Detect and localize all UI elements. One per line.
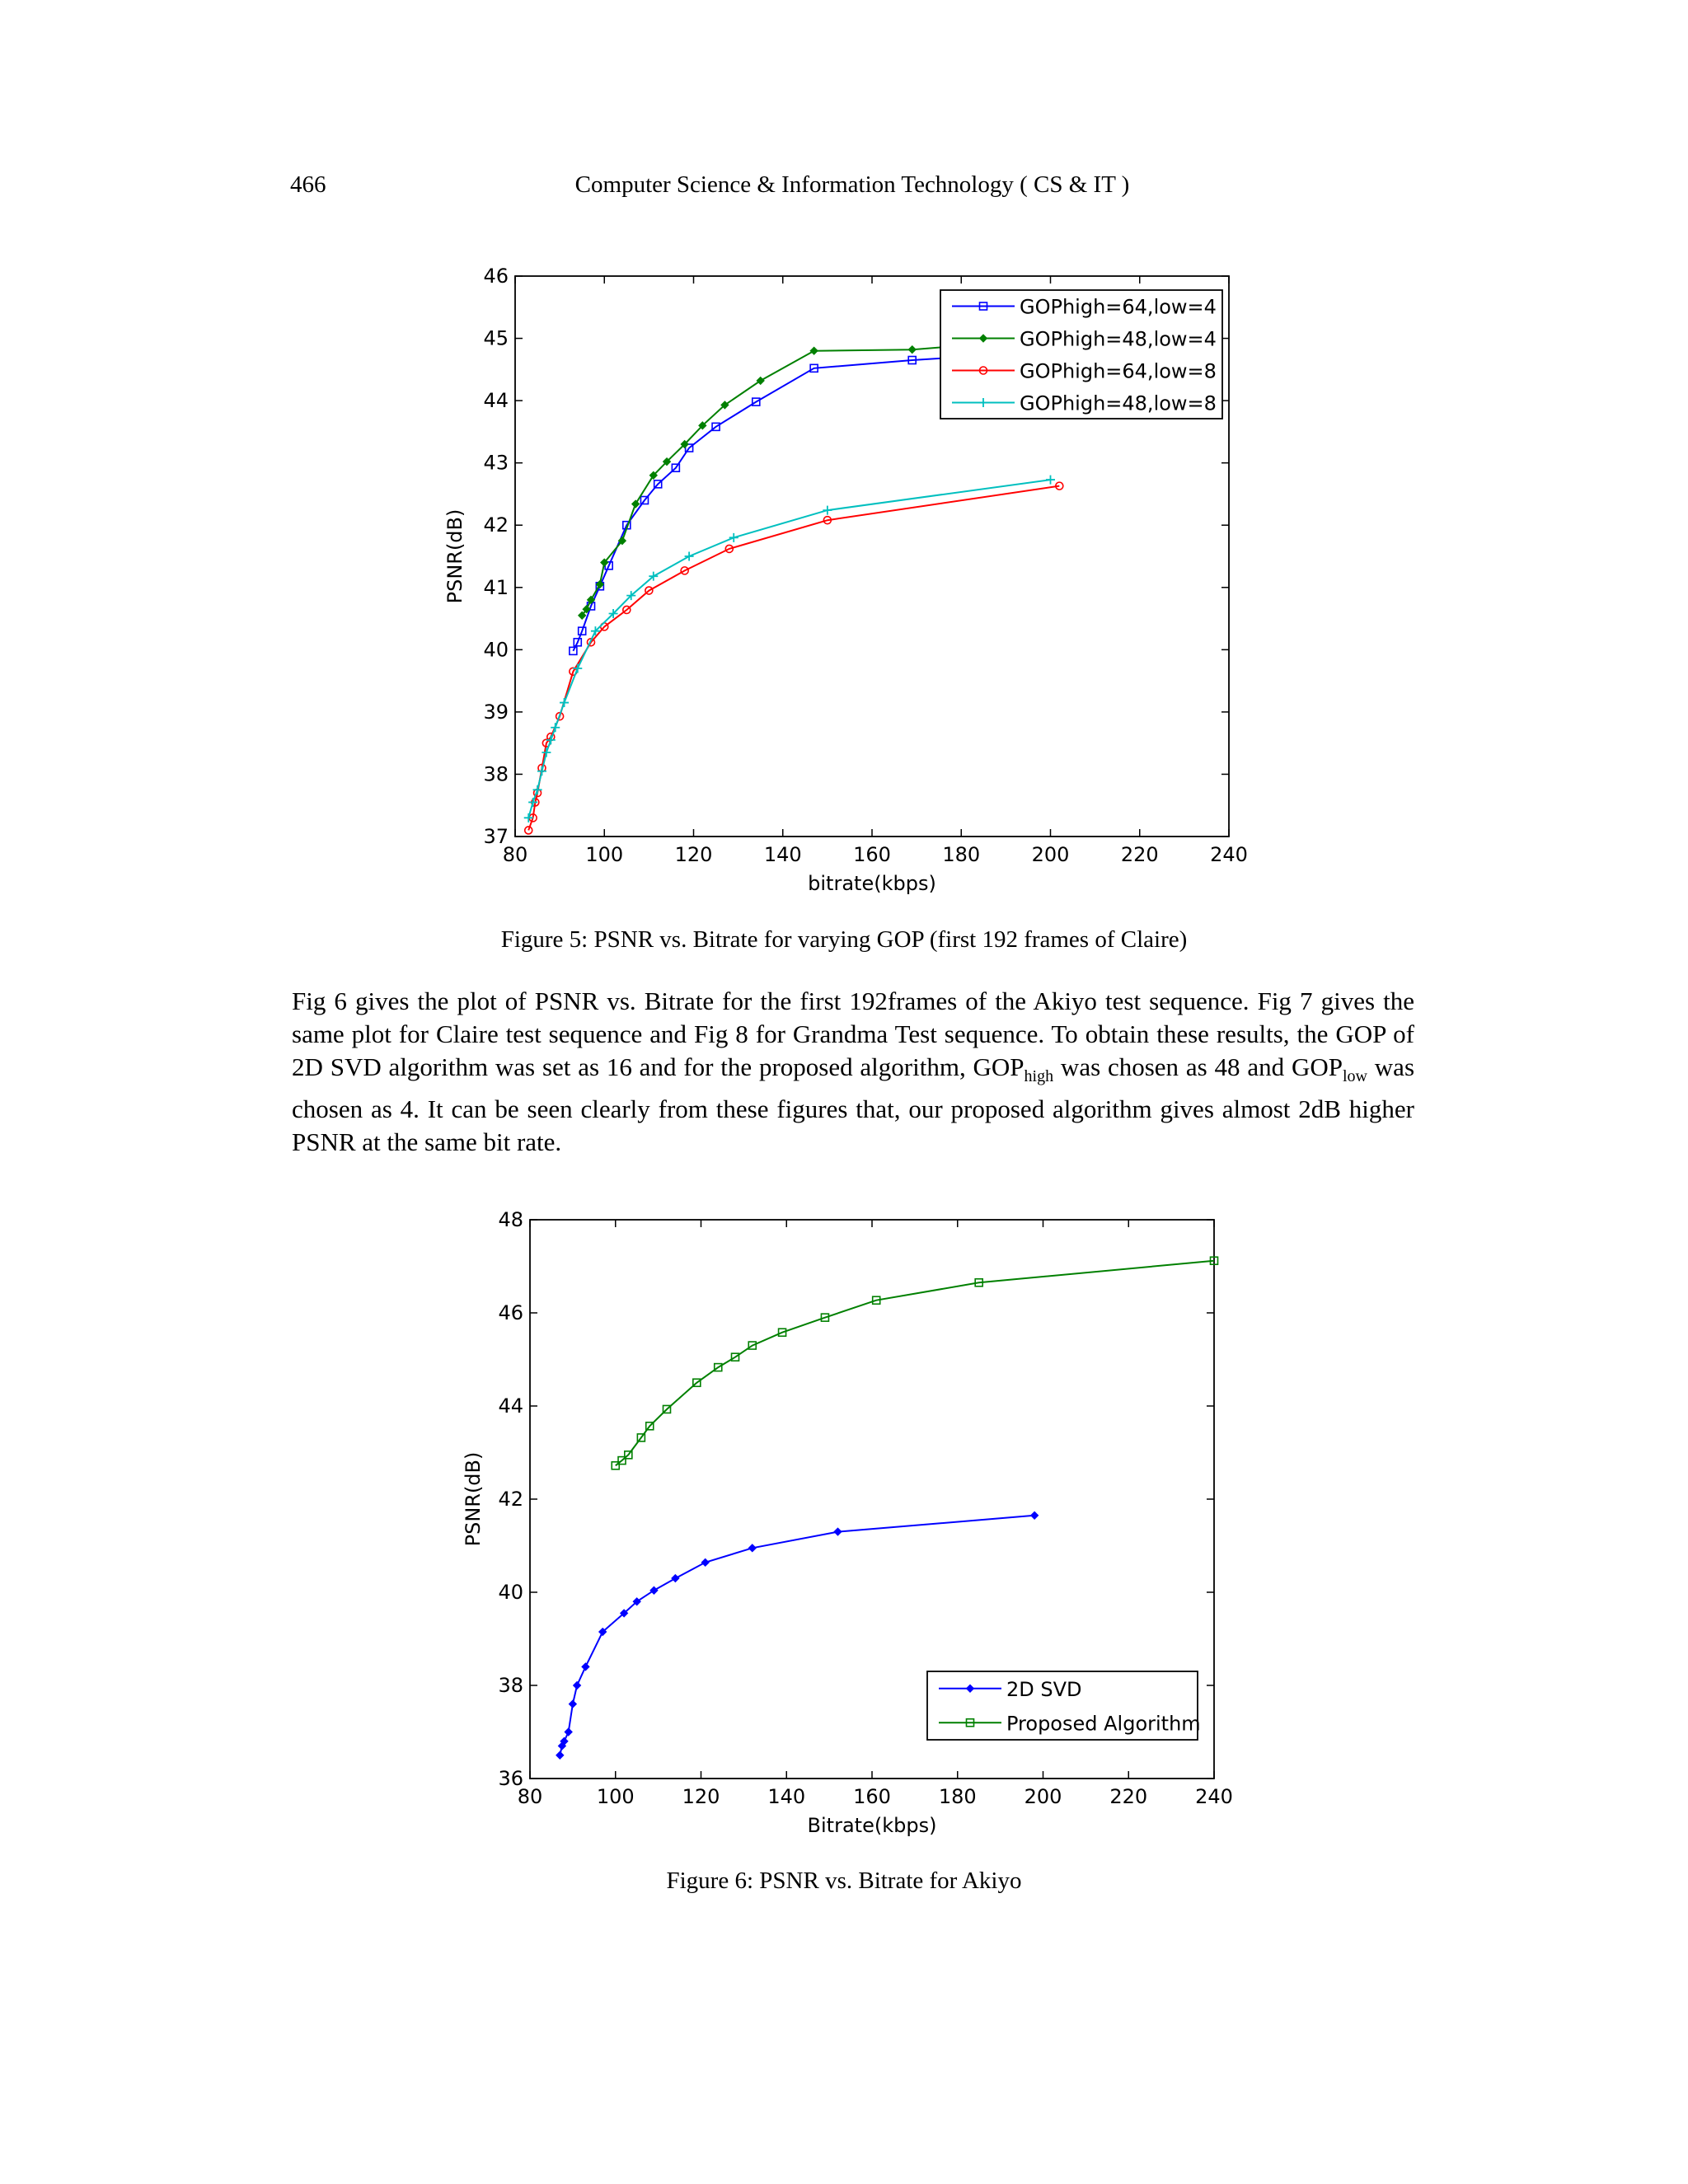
x-tick-label: 220 [1109,1785,1148,1808]
subscript-high: high [1024,1067,1054,1086]
legend-label: GOPhigh=48,low=8 [1020,391,1217,415]
legend-label: GOPhigh=64,low=8 [1020,359,1217,383]
x-tick-label: 180 [938,1785,977,1808]
y-tick-label: 41 [483,575,509,599]
y-tick-label: 37 [483,825,509,848]
figure-6-caption: Figure 6: PSNR vs. Bitrate for Akiyo [666,1868,1022,1894]
y-tick-label: 38 [483,762,509,786]
paragraph-text-1: Fig 6 gives the plot of PSNR vs. Bitrate for the first 192frames of the Akiyo test sequence. Fig 7 gives the same plot for Claire test sequence and Fig 8 for Grandma Test sequence. To obtain these results, the GOP of 2D SVD algorithm was set as 16 and for the proposed algorithm, GOP [292,987,1414,1081]
x-tick-label: 240 [1195,1785,1233,1808]
y-tick-label: 36 [498,1767,523,1790]
x-tick-label: 160 [853,843,891,866]
y-axis-label: PSNR(dB) [443,509,467,604]
y-tick-label: 46 [498,1301,523,1324]
legend-label: 2D SVD [1006,1677,1082,1701]
x-tick-label: 120 [674,843,713,866]
y-tick-label: 45 [483,326,509,350]
y-tick-label: 40 [483,638,509,662]
figure-5-chart [0,255,1688,907]
x-tick-label: 200 [1024,1785,1062,1808]
paragraph-text-3: was chosen as 4. It can be seen clearly from these figures that, our proposed algorithm gives almost 2dB higher PSNR at the same bit rate. [292,1052,1415,1157]
body-paragraph [292,985,1414,1159]
x-tick-label: 80 [517,1785,543,1808]
y-tick-label: 39 [483,700,509,724]
x-axis-label: Bitrate(kbps) [807,1814,937,1837]
figure-6 [0,1199,1688,1858]
page-number: 466 [290,171,326,198]
figure-6-chart [0,1199,1688,1858]
subscript-low: low [1342,1067,1367,1086]
y-tick-label: 42 [498,1488,523,1511]
page-header [290,171,1414,208]
x-tick-label: 220 [1120,843,1159,866]
y-tick-label: 43 [483,451,509,475]
y-tick-label: 48 [498,1208,523,1231]
journal-title: Computer Science & Information Technology ( CS & IT ) [574,171,1130,198]
figure-5 [0,255,1688,907]
x-tick-label: 160 [853,1785,891,1808]
y-tick-label: 44 [483,389,509,413]
x-tick-label: 180 [942,843,981,866]
x-tick-label: 120 [682,1785,720,1808]
x-tick-label: 80 [502,843,528,866]
legend-label: GOPhigh=64,low=4 [1020,295,1217,319]
legend [940,290,1222,419]
x-axis-label: bitrate(kbps) [808,872,936,895]
x-tick-label: 100 [596,1785,635,1808]
legend [927,1671,1201,1740]
y-tick-label: 46 [483,265,509,288]
y-tick-label: 38 [498,1674,523,1697]
x-tick-label: 140 [767,1785,806,1808]
legend-label: Proposed Algorithm [1006,1712,1201,1736]
y-tick-label: 42 [483,513,509,537]
legend-label: GOPhigh=48,low=4 [1020,327,1217,351]
y-axis-label: PSNR(dB) [462,1451,485,1547]
figure-5-caption: Figure 5: PSNR vs. Bitrate for varying GOP (first 192 frames of Claire) [500,926,1188,953]
y-tick-label: 40 [498,1581,523,1604]
y-tick-label: 44 [498,1394,523,1418]
x-tick-label: 200 [1031,843,1070,866]
x-tick-label: 100 [585,843,624,866]
x-tick-label: 140 [763,843,802,866]
paragraph-text-2: was chosen as 48 and GOP [1053,1052,1343,1081]
x-tick-label: 240 [1210,843,1248,866]
